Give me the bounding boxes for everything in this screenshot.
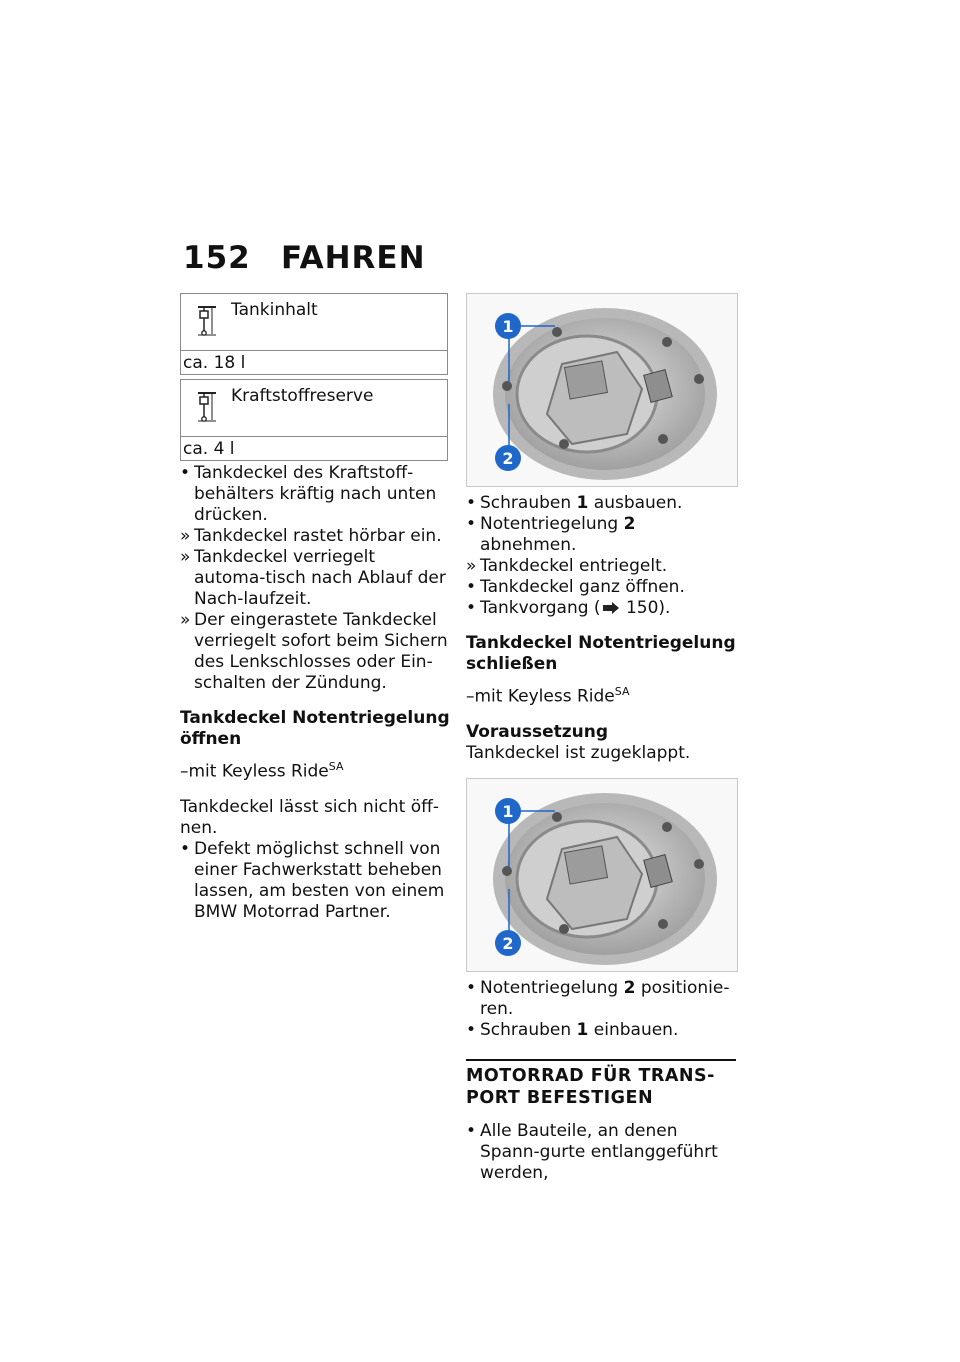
spec-box-capacity: [180, 293, 448, 375]
callout-label: 1: [502, 801, 514, 821]
section-title: MOTORRAD FÜR TRANS-PORT BEFESTIGEN: [466, 1065, 715, 1108]
left-column: [180, 293, 450, 923]
spec-label: Kraftstoffreserve: [231, 386, 374, 406]
page-header: [183, 240, 426, 276]
callout-label: 2: [502, 933, 514, 953]
list-item: • Schrauben 1 ausbauen.: [466, 493, 683, 513]
spec-value: ca. 4 l: [183, 439, 235, 459]
spec-value: ca. 18 l: [183, 353, 246, 373]
list-item: » Tankdeckel entriegelt.: [466, 556, 668, 576]
prerequisite-label: Voraussetzung: [466, 721, 609, 742]
prerequisite-text: Tankdeckel ist zugeklappt.: [466, 742, 691, 763]
list-item: • Schrauben 1 einbauen.: [466, 1019, 679, 1040]
list-item: » Der eingerastete Tankdeckel verriegelt sofort beim Sichern des Lenkschlosses oder Ein-schalten der Zündung.: [180, 610, 448, 693]
subheading-open: Tankdeckel Notentriegelung öffnen: [180, 708, 450, 749]
page-number: 152: [183, 240, 251, 276]
list-item: • Tankvorgang ( 150).: [466, 598, 671, 618]
paragraph: Tankdeckel lässt sich nicht öff-nen.: [180, 796, 439, 838]
section-divider: [466, 1059, 736, 1061]
chapter-title: FAHREN: [281, 240, 426, 276]
list-item: • Alle Bauteile, an denen Spann-gurte entlanggeführt werden,: [466, 1120, 718, 1183]
spec-label: Tankinhalt: [231, 300, 318, 320]
list-item: • Tankdeckel des Kraftstoff-behälters kräftig nach unten drücken.: [180, 463, 437, 525]
list-item: • Defekt möglichst schnell von einer Fachwerkstatt beheben lassen, am besten von einem BMW Motorrad Partner.: [180, 838, 445, 922]
instruction-list: [466, 978, 736, 1041]
instruction-list: [466, 1121, 736, 1184]
subheading-close: Tankdeckel Notentriegelung schließen: [466, 633, 736, 674]
fuel-cap-figure-1: [466, 293, 738, 487]
right-column: [466, 293, 736, 1184]
page-reference-arrow-icon: [601, 602, 621, 614]
list-item: » Tankdeckel verriegelt automa-tisch nach Ablauf der Nach-laufzeit.: [180, 547, 446, 609]
callout-label: 2: [502, 449, 514, 468]
option-note: –mit Keyless Ride$^{SA}$: [180, 760, 344, 782]
option-note: –mit Keyless Ride$^{SA}$: [466, 685, 630, 707]
instruction-list: [180, 839, 450, 923]
instruction-list: [180, 463, 450, 694]
fuel-pump-icon: [196, 390, 218, 422]
callout-label: 1: [502, 317, 514, 336]
instruction-list: [466, 493, 736, 619]
fuel-cap-figure-2: [466, 778, 738, 972]
page-reference[interactable]: 150).: [620, 598, 671, 618]
spec-box-reserve: [180, 379, 448, 461]
list-item: » Tankdeckel rastet hörbar ein.: [180, 526, 442, 546]
list-item: • Tankdeckel ganz öffnen.: [466, 577, 685, 597]
list-item: • Notentriegelung 2 abnehmen.: [466, 514, 636, 555]
fuel-pump-icon: [196, 304, 218, 336]
list-item: • Notentriegelung 2 positionie-ren.: [466, 977, 730, 1019]
